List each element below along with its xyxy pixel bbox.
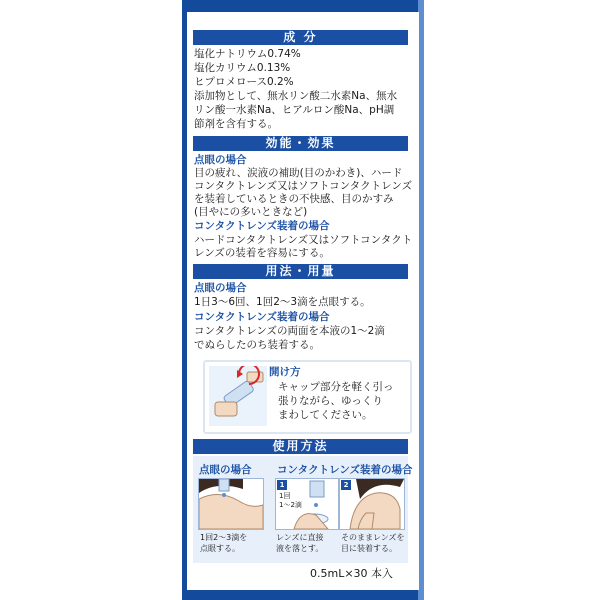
ingredient-line: 塩化カリウム0.13%: [194, 62, 291, 74]
step-2-badge: 2: [341, 480, 351, 490]
how-to-open-box: [203, 360, 412, 434]
efficacy-line: ハードコンタクトレンズ又はソフトコンタクト: [194, 234, 413, 246]
ingredient-line: 塩化ナトリウム0.74%: [194, 48, 301, 60]
efficacy-eye-heading: 点眼の場合: [194, 154, 247, 166]
open-vial-illustration: [209, 366, 267, 426]
ingredient-line: ヒプロメロース0.2%: [194, 76, 294, 88]
dosage-line: 1日3〜6回、1回2〜3滴を点眼する。: [194, 296, 371, 308]
ingredient-line: リン酸一水素Na、ヒアルロン酸Na、pH調: [194, 104, 395, 116]
efficacy-line: 目の疲れ、涙液の補助(目のかわき)、ハード: [194, 167, 403, 179]
step-1-badge: 1: [277, 480, 287, 490]
usage-eye-title: 点眼の場合: [199, 464, 252, 476]
usage-header: 使用方法: [193, 439, 408, 454]
ingredient-line: 節剤を含有する。: [194, 118, 278, 130]
efficacy-line: コンタクトレンズ又はソフトコンタクトレンズ: [194, 180, 413, 192]
usage-contact-title: コンタクトレンズ装着の場合: [277, 464, 413, 476]
efficacy-line: を装着しているときの不快感、目のかすみ: [194, 193, 394, 205]
dosage-contact-heading: コンタクトレンズ装着の場合: [194, 311, 330, 323]
package-quantity: 0.5mL×30 本入: [310, 567, 394, 580]
dosage-header: 用法・用量: [193, 264, 408, 279]
how-to-open-line: キャップ部分を軽く引っ: [278, 381, 394, 393]
eye-drop-illustration: [198, 478, 264, 530]
dosage-line: でぬらしたのち装着する。: [194, 339, 320, 351]
efficacy-line: (目やにの多いときなど): [194, 206, 308, 218]
how-to-open-line: 張りながら、ゆっくり: [278, 395, 383, 407]
efficacy-line: レンズの装着を容易にする。: [194, 247, 330, 259]
ingredient-line: 添加物として、無水リン酸二水素Na、無水: [194, 90, 398, 102]
efficacy-header: 効能・効果: [193, 136, 408, 151]
step-1-caption: レンズに直接 液を落とす。: [276, 533, 324, 553]
how-to-open-line: まわしてください。: [278, 409, 373, 421]
ingredients-header: 成 分: [193, 30, 408, 45]
efficacy-contact-heading: コンタクトレンズ装着の場合: [194, 220, 330, 232]
usage-eye-caption: 1回2〜3滴を 点眼する。: [200, 533, 248, 553]
dosage-line: コンタクトレンズの両面を本液の1〜2滴: [194, 325, 385, 337]
how-to-open-title: 開け方: [269, 366, 301, 378]
step-1-label: 1回 1〜2滴: [279, 492, 302, 509]
dosage-eye-heading: 点眼の場合: [194, 282, 247, 294]
step-2-caption: そのままレンズを 目に装着する。: [341, 533, 405, 553]
